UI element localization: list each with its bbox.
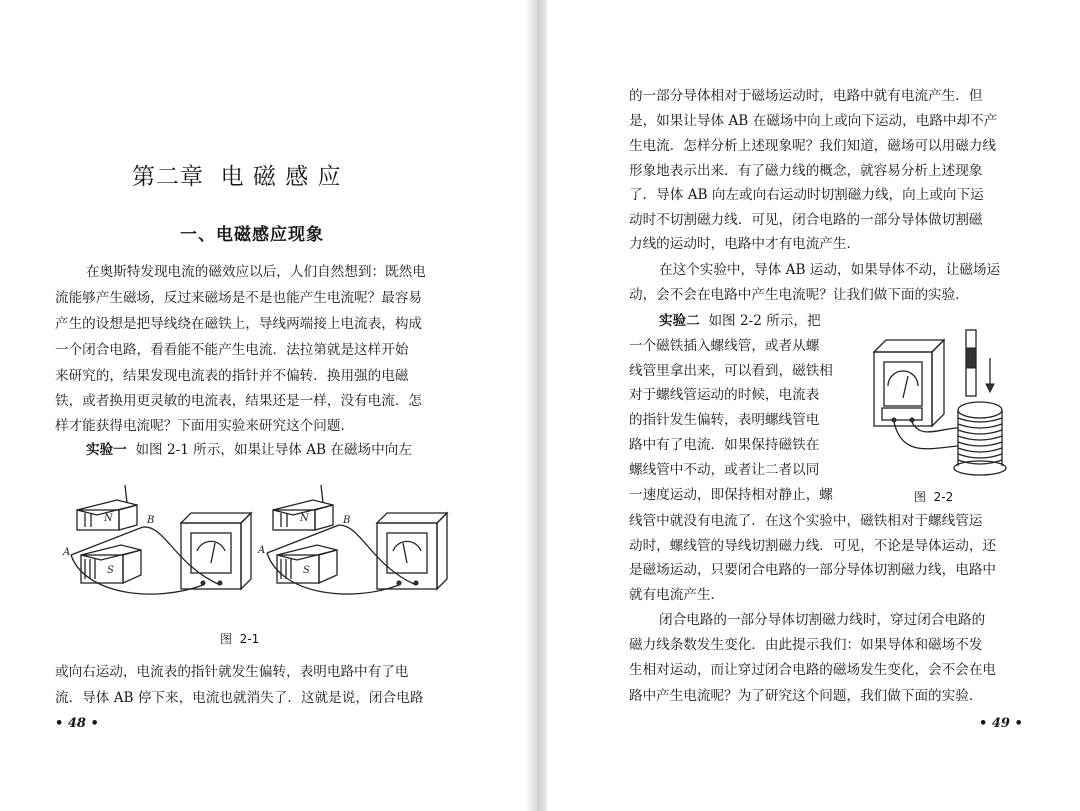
after-line: 动时，螺线管的导线切割磁力线．可见，不论是导体运动，还: [629, 538, 997, 554]
top-line: 力线的运动时，电路中才有电流产生．: [629, 236, 861, 252]
figure-2-2: [872, 328, 1032, 478]
top-line: 动时不切割磁力线．可见，闭合电路的一部分导体做切割磁: [629, 212, 983, 228]
chapter-title: 第二章 电 磁 感 应: [132, 164, 342, 190]
wrap-line: 如图 2-2 所示，把: [708, 313, 821, 329]
right-page: [547, 0, 1080, 811]
experiment-one-text: 如图 2-1 所示，如果让导体 AB 在磁场中向左: [135, 442, 412, 458]
label-n-right: N: [300, 513, 309, 524]
left-page: [0, 0, 527, 811]
experiment-two-line: [659, 311, 821, 331]
figure-2-1-caption: 图 2-1: [220, 632, 260, 646]
para2-line: 在这个实验中，导体 AB 运动，如果导体不动，让磁场运: [659, 262, 1001, 278]
page-number-left: • 48 •: [55, 716, 99, 731]
final-line: 生相对运动，而让穿过闭合电路的磁场发生变化，会不会在电: [629, 662, 997, 678]
final-line: 磁力线条数发生变化．由此提示我们：如果导体和磁场不发: [629, 637, 983, 653]
experiment-one-line: [86, 440, 412, 460]
bottom-line: 或向右运动，电流表的指针就发生偏转，表明电路中有了电: [55, 664, 409, 680]
top-line: 的一部分导体相对于磁场运动时，电路中就有电流产生．但: [629, 88, 983, 104]
wrap-line: 的指针发生偏转，表明螺线管电: [629, 412, 820, 428]
paragraph-line: 铁，或者换用更灵敏的电流表，结果还是一样，没有电流．怎: [55, 393, 423, 409]
paragraph-line: 样才能获得电流呢？下面用实验来研究这个问题．: [55, 418, 355, 434]
figure-2-2-caption: 图 2-2: [914, 490, 954, 504]
paragraph-line: 产生的设想是把导线绕在磁铁上，导线两端接上电流表，构成: [55, 316, 423, 332]
wrap-line: 一个磁铁插入螺线管，或者从螺: [629, 338, 820, 354]
page-number-right: • 49 •: [979, 716, 1023, 731]
after-line: 就有电流产生．: [629, 587, 725, 603]
wrap-line: 螺线管中不动，或者让二者以同: [629, 462, 820, 478]
top-line: 生电流．怎样分析上述现象呢？我们知道，磁场可以用磁力线: [629, 138, 997, 154]
galvanometer-right: [377, 513, 447, 589]
top-line: 形象地表示出来．有了磁力线的概念，就容易分析上述现象: [629, 163, 983, 179]
final-line: 闭合电路的一部分导体切割磁力线时，穿过闭合电路的: [659, 612, 986, 628]
magnet-right-n: [273, 500, 333, 530]
bottom-line: 流．导体 AB 停下来，电流也就消失了．这就是说，闭合电路: [55, 690, 424, 706]
after-line: 是磁场运动，只要闭合电路的一部分导体切割磁力线，电路中: [629, 562, 997, 578]
conductor-ab-left: [71, 527, 143, 555]
figure-2-1: [55, 485, 525, 615]
paragraph-line: 流能够产生磁场，反过来磁场是不是也能产生电流呢？最容易: [55, 290, 423, 306]
paragraph-line: 一个闭合电路，看看能不能产生电流．法拉第就是这样开始: [55, 342, 409, 358]
paragraph-line: 来研究的，结果发现电流表的指针并不偏转．换用强的电磁: [55, 368, 409, 384]
label-b-right: B: [343, 515, 351, 526]
wrap-line: 一速度运动，即保持相对静止，螺: [629, 487, 833, 503]
experiment-two-label: 实验二: [659, 313, 700, 329]
bar-magnet: [966, 330, 994, 396]
label-n-left: N: [104, 513, 113, 524]
galvanometer: [874, 340, 944, 426]
after-line: 线管中就没有电流了．在这个实验中，磁铁相对于螺线管运: [629, 513, 983, 529]
wrap-line: 路中有了电流．如果保持磁铁在: [629, 437, 820, 453]
magnet-left-n: [77, 500, 137, 530]
paragraph-line: 在奥斯特发现电流的磁效应以后，人们自然想到：既然电: [86, 264, 426, 280]
label-s-left: S: [107, 565, 114, 576]
label-b-left: B: [147, 515, 155, 526]
book-gutter: [527, 0, 547, 811]
para2-line: 动，会不会在电路中产生电流呢？让我们做下面的实验．: [629, 287, 969, 303]
experiment-one-label: 实验一: [86, 442, 127, 458]
label-a-right: A: [258, 545, 266, 556]
wrap-line: 线管里拿出来，可以看到，磁铁相: [629, 363, 833, 379]
wrap-line: 对于螺线管运动的时候，电流表: [629, 387, 820, 403]
label-s-right: S: [303, 565, 310, 576]
magnet-left-s: [81, 545, 141, 583]
top-line: 了．导体 AB 向左或向右运动时切割磁力线，向上或向下运: [629, 187, 984, 203]
label-a-left: A: [63, 547, 71, 558]
solenoid-coil: [954, 402, 1006, 475]
section-title: 一、电磁感应现象: [180, 225, 324, 245]
top-line: 是，如果让导体 AB 在磁场中向上或向下运动，电路中却不产: [629, 113, 998, 129]
final-line: 路中产生电流呢？为了研究这个问题，我们做下面的实验．: [629, 688, 983, 704]
galvanometer-left: [181, 513, 251, 589]
